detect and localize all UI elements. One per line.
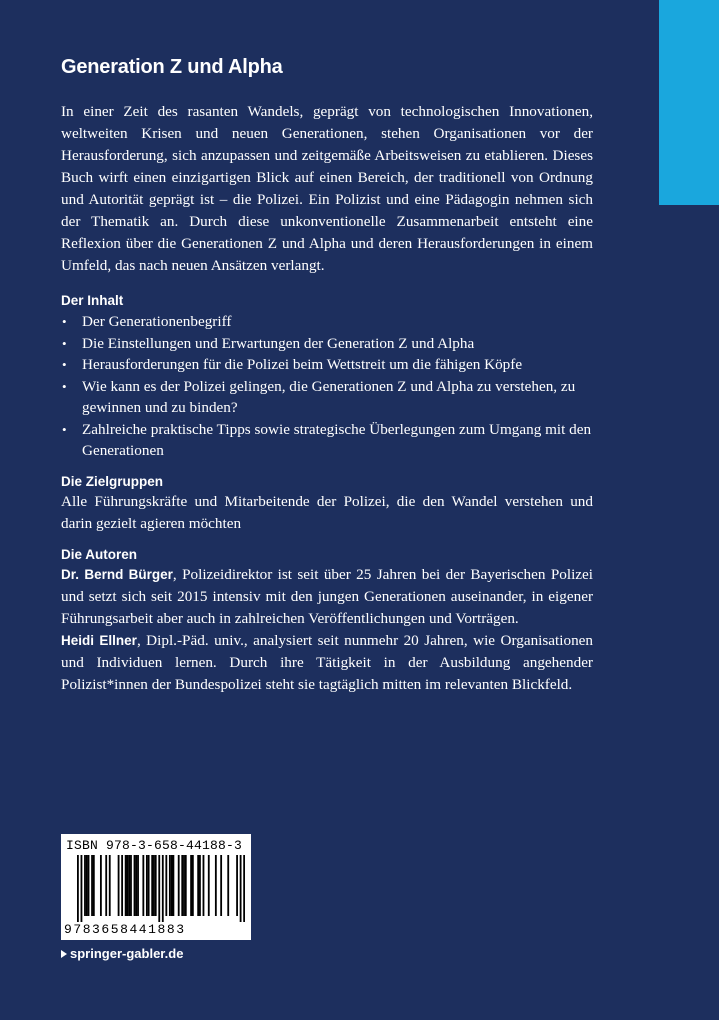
author2-name: Heidi Ellner [61,632,137,648]
list-item: • Der Generationenbegriff [61,311,593,333]
barcode-bar [199,855,201,916]
barcode-bar [181,855,183,916]
section-autoren [61,547,593,696]
barcode-bar [146,855,148,916]
barcode-bar [86,855,88,916]
barcode-bar [172,855,174,916]
barcode-bar [135,855,137,916]
accent-bar [659,0,719,205]
barcode-bar [190,855,192,916]
isbn-label: ISBN 978-3-658-44188-3 [66,838,243,853]
barcode-bar [100,855,102,916]
list-item: • Die Einstellungen und Erwartungen der Generation Z und Alpha [61,333,593,355]
author2-bio [61,630,593,696]
back-cover-text [61,56,593,696]
arrow-right-icon [61,950,67,958]
isbn-barcode [61,834,251,940]
barcode-bar [142,855,144,916]
zielgruppen-heading: Die Zielgruppen [61,473,164,489]
barcode-bar [125,855,127,916]
barcode-bar [215,855,217,916]
barcode-bar [203,855,205,916]
barcode-bar [220,855,222,916]
barcode-bar [185,855,187,916]
barcode-bar [227,855,229,916]
barcode-bar [88,855,90,916]
barcode-bar [128,855,130,916]
barcode-bar [109,855,111,916]
section-inhalt [61,293,593,462]
barcode-bar [121,855,123,916]
barcode-bar [137,855,139,916]
inhalt-heading: Der Inhalt [61,293,124,308]
barcode-bar [77,855,79,922]
book-title: Generation Z und Alpha [61,56,283,78]
barcode-digits: 9783658441883 [64,922,186,937]
list-item: • Herausforderungen für die Polizei beim Wettstreit um die fähigen Köpfe [61,354,593,376]
barcode-bar [171,855,173,916]
barcode-bar [192,855,194,916]
barcode-bar [155,855,157,916]
barcode-bar [236,855,238,916]
barcode-bar [134,855,136,916]
barcode-bar [162,855,164,922]
barcode-bars [77,855,245,922]
barcode-bar [158,855,160,922]
barcode-bar [183,855,185,916]
author1-bio [61,564,593,630]
barcode-bar [151,855,153,916]
barcode-bar [127,855,129,916]
barcode-bar [105,855,107,916]
section-zielgruppen [61,474,593,535]
barcode-bar [93,855,95,916]
zielgruppen-text: Alle Führungskräfte und Mitarbeitende der Polizei, die den Wandel verstehen und darin gezielt agieren möchten [61,492,593,532]
barcode-bar [165,855,167,916]
author2-text: , Dipl.-Päd. univ., analysiert seit nunmehr 20 Jahren, wie Organisationen und Individuen lernen. Durch ihre Tätigkeit in der Ausbildung angehender Polizist*innen der Bundespolizei steht sie tagtäglich mitten im relevanten Blickfeld. [61,631,594,693]
website-text: springer-gabler.de [70,946,184,961]
barcode-bar [148,855,150,916]
barcode-bar [208,855,210,916]
list-item: • Zahlreiche praktische Tipps sowie strategische Überlegungen zum Umgang mit den Generationen [61,419,593,462]
barcode-bar [178,855,180,916]
intro-paragraph: In einer Zeit des rasanten Wandels, geprägt von technologischen Innovationen, weltweiten Krisen und neuen Generationen, stehen Organisationen vor der Herausforderung, sich anzupassen und zeitgemäße Arbeitsweisen zu etablieren. Dieses Buch wirft einen einzigartigen Blick auf einen Bereich, der traditionell von Ordnung und Autorität geprägt ist – die Polizei. Ein Polizist und eine Pädagogin nehmen sich der Thematik an. Durch diese unkonventionelle Zusammenarbeit entsteht eine Reflexion über die Generationen Z und Alpha und deren Herausforderungen in einem Umfeld, das nach neuen Ansätzen verlangt. [61,103,593,274]
list-item: • Wie kann es der Polizei gelingen, die Generationen Z und Alpha zu verstehen, zu gewinnen und zu binden? [61,376,593,419]
barcode-bar [240,855,242,922]
inhalt-list [61,311,593,462]
barcode-bar [169,855,171,916]
barcode-bar [153,855,155,916]
author1-name: Dr. Bernd Bürger [61,566,173,582]
website-link[interactable] [61,946,183,961]
barcode-bar [243,855,245,922]
autoren-heading: Die Autoren [61,546,138,562]
barcode-bar [118,855,120,916]
barcode-bar [84,855,86,916]
barcode-bar [130,855,132,916]
barcode-bar [91,855,93,916]
author1-text: , Polizeidirektor ist seit über 25 Jahren bei der Bayerischen Polizei und setzt sich seit 2015 intensiv mit den jungen Generationen auseinander, in eigener Führungsarbeit aber auch in zahlreichen Veröffentlichungen und Vorträgen. [61,565,593,627]
barcode-bar [81,855,83,922]
barcode-bar [197,855,199,916]
